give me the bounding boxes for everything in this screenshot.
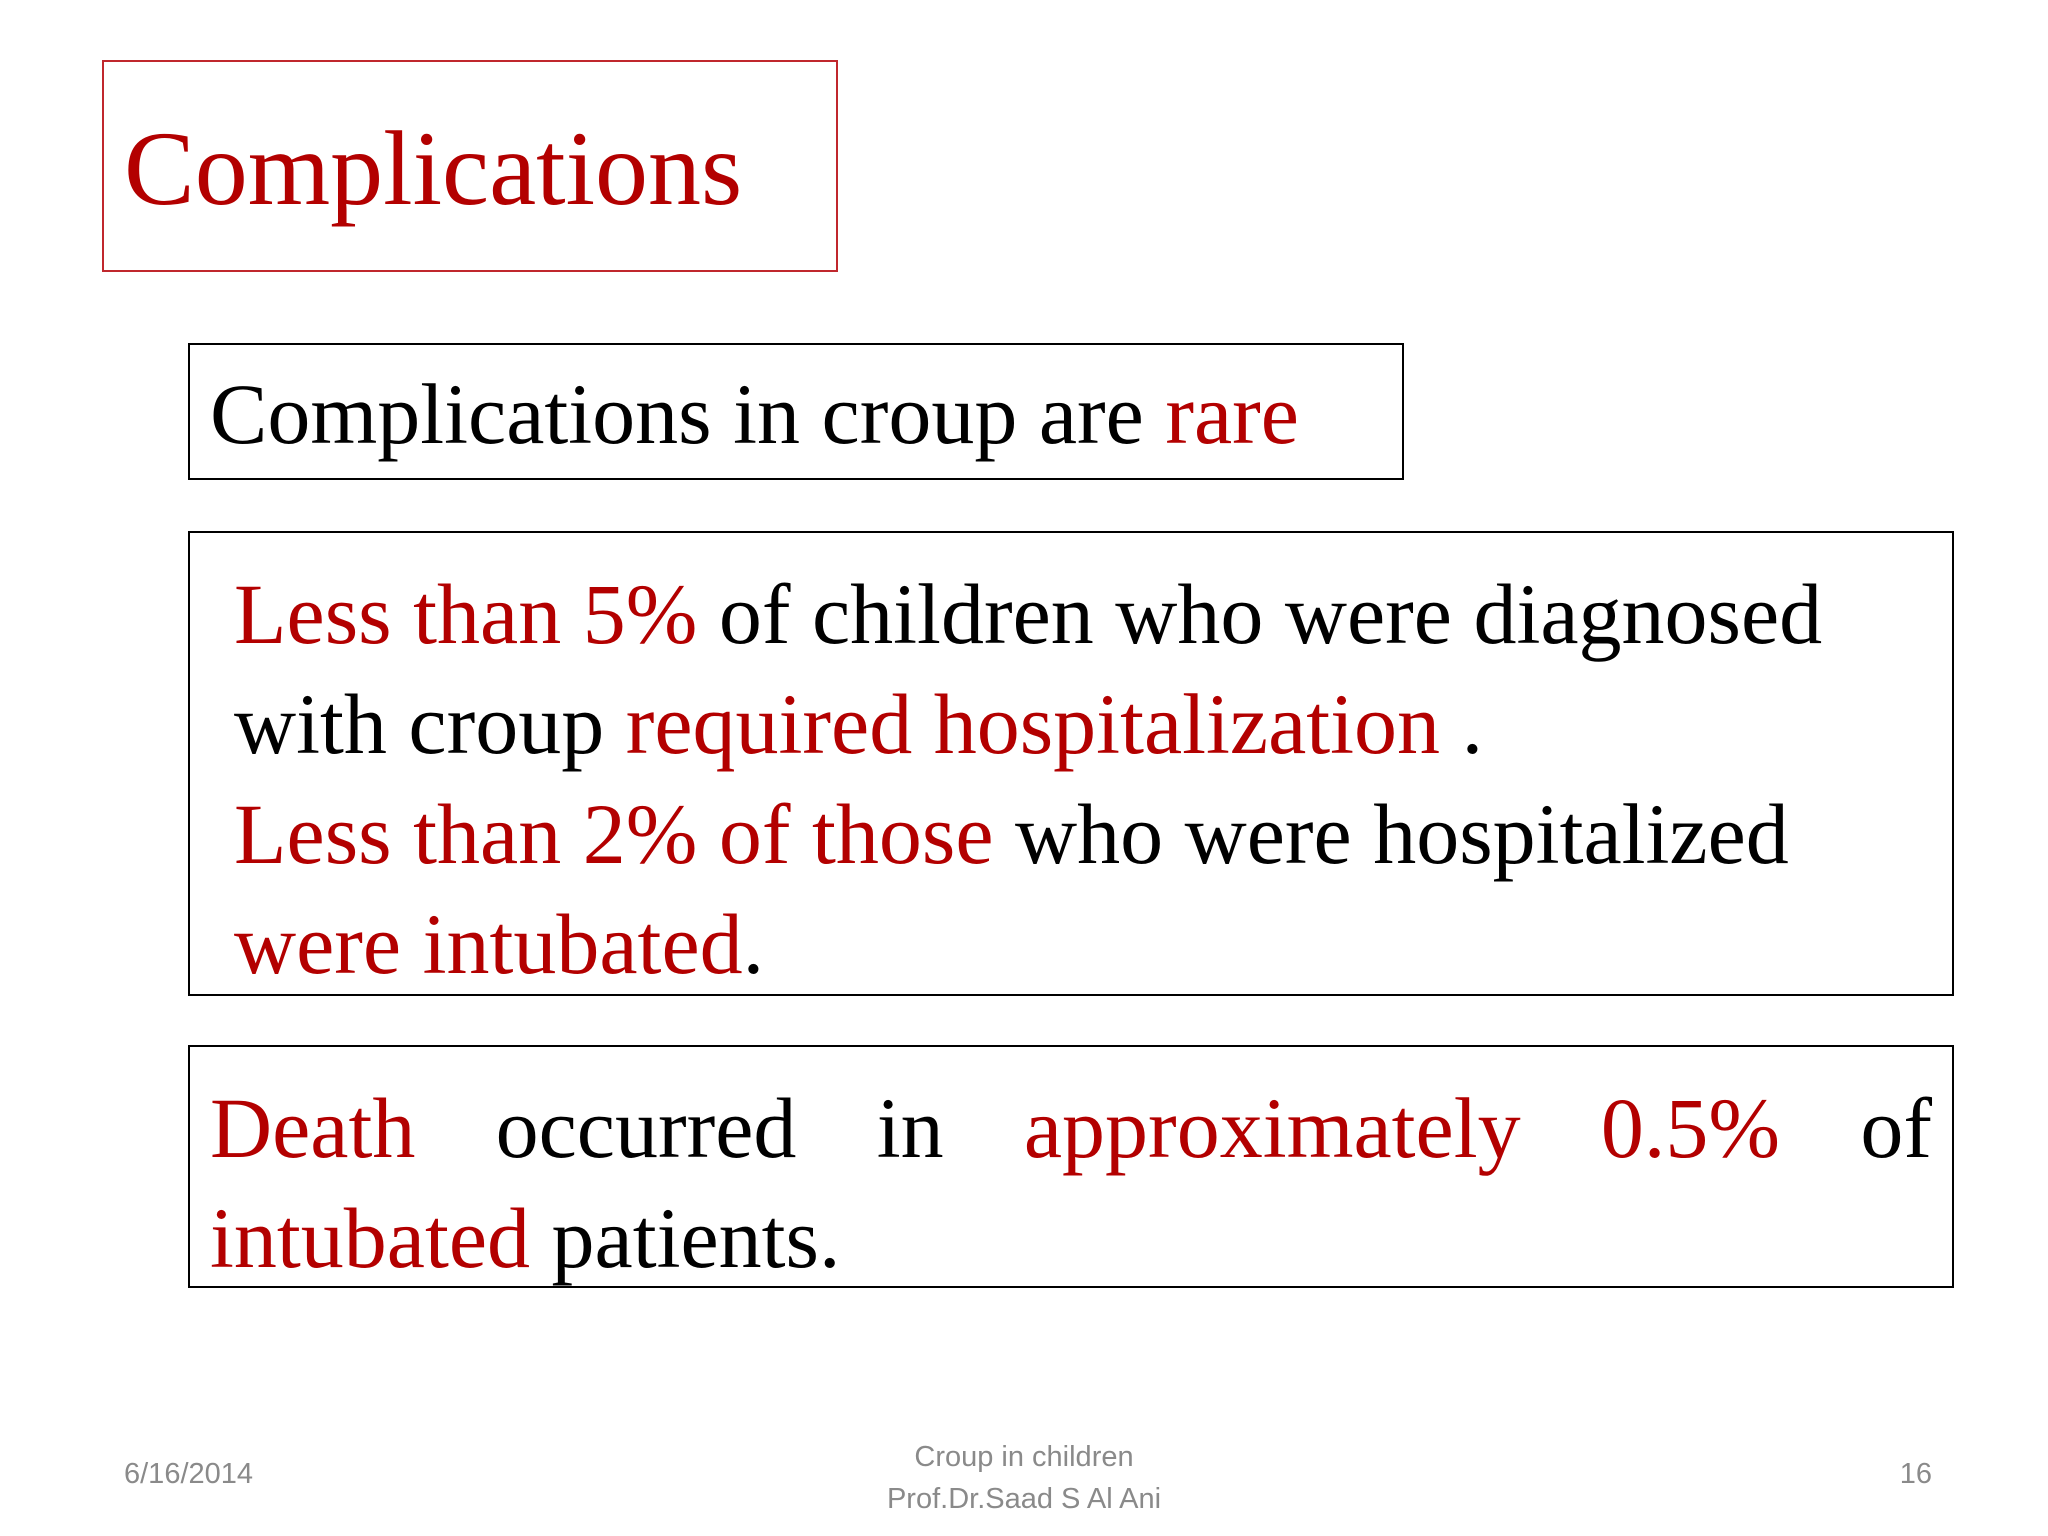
rarity-statement bbox=[210, 366, 1299, 462]
rarity-highlight: rare bbox=[1165, 366, 1299, 462]
mortality-word: Death bbox=[210, 1080, 416, 1176]
mortality-line-1 bbox=[210, 1073, 1932, 1183]
stats-text: who were hospitalized bbox=[993, 786, 1789, 882]
stats-text: of children who were diagnosed bbox=[697, 566, 1823, 662]
mortality-word: 0.5% bbox=[1600, 1080, 1781, 1176]
stats-line-2 bbox=[234, 669, 1822, 779]
hospitalization-stats-box bbox=[188, 531, 1954, 996]
rarity-statement-box bbox=[188, 343, 1404, 480]
stats-line-3 bbox=[234, 779, 1822, 889]
mortality-word: approximately bbox=[1023, 1080, 1521, 1176]
footer-author: Prof.Dr.Saad S Al Ani bbox=[886, 1483, 1162, 1515]
mortality-line-2 bbox=[210, 1183, 1932, 1293]
rarity-text: Complications in croup are bbox=[210, 366, 1166, 462]
footer-page-number: 16 bbox=[1899, 1458, 1932, 1490]
mortality-box bbox=[188, 1045, 1954, 1288]
mortality-word: of bbox=[1860, 1080, 1932, 1176]
slide-title: Complications bbox=[124, 110, 743, 227]
mortality-word: in bbox=[876, 1080, 944, 1176]
footer-date: 6/16/2014 bbox=[124, 1458, 254, 1490]
footer-presentation-title: Croup in children bbox=[914, 1441, 1134, 1473]
stats-line-1 bbox=[234, 559, 1822, 669]
stats-line-4 bbox=[234, 889, 1822, 999]
stats-text: . bbox=[1440, 676, 1484, 772]
mortality-word: occurred bbox=[495, 1080, 797, 1176]
footer-presentation-info bbox=[824, 1436, 1224, 1520]
mortality-text bbox=[210, 1073, 1932, 1293]
title-box bbox=[102, 60, 838, 272]
stats-highlight: were intubated bbox=[234, 896, 743, 992]
mortality-text-end: patients. bbox=[530, 1190, 841, 1286]
stats-highlight: Less than 5% bbox=[234, 566, 698, 662]
stats-highlight: Less than 2% of those bbox=[234, 786, 994, 882]
hospitalization-stats-text bbox=[234, 559, 1822, 999]
stats-text: . bbox=[742, 896, 765, 992]
stats-highlight: required hospitalization bbox=[625, 676, 1441, 772]
stats-text: with croup bbox=[234, 676, 626, 772]
mortality-highlight: intubated bbox=[210, 1190, 531, 1286]
